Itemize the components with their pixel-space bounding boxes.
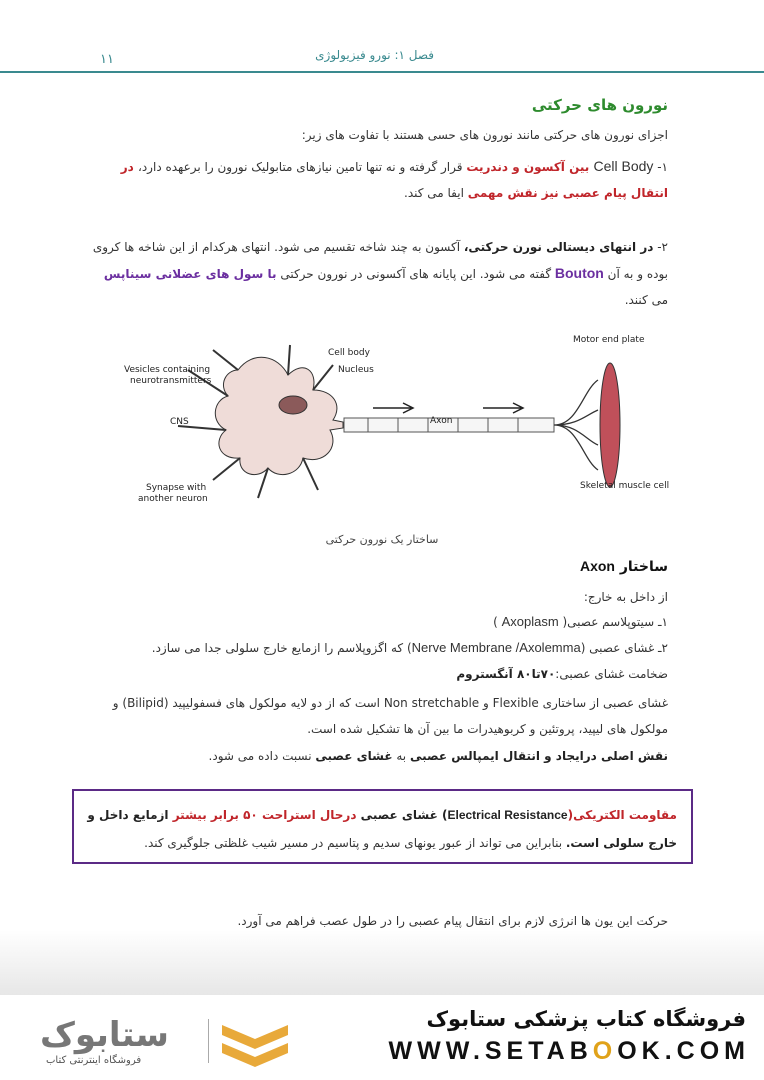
item-2-prefix: ۲-	[653, 240, 668, 254]
axon-line-2-pre: ۱ـ سیتوپلاسم عصبی(	[558, 615, 668, 629]
axon-heading-fa: ساختار	[619, 559, 668, 575]
setabook-chevron-icon	[218, 1017, 292, 1067]
intro-paragraph: اجزای نورون های حرکتی مانند نورون های حسی هستند با تفاوت های زیر:	[301, 128, 668, 142]
label-nucleus: Nucleus	[338, 365, 374, 375]
axon-line-3	[152, 638, 668, 658]
axon-line-6-bold-2: غشای عصبی	[315, 749, 393, 763]
axon-line-5: غشای عصبی از ساختاری Flexible و Non stretchable است که از دو لایه مولکول های فسفولیپید (Bilipid) و مولکول های لیپید، پروتئین و کربوهیدرات ما بین آن ها تشکیل شده است.	[112, 696, 668, 736]
axon-line-6-mid: به	[392, 749, 410, 763]
box-bold-2: ازمایع داخل و خارج سلولی است.	[87, 808, 677, 850]
closing-paragraph: حرکت این یون ها انرژی لازم برای انتقال پیام عصبی را در طول عصب فراهم می آورد.	[237, 914, 668, 928]
skeletal-muscle-shape	[600, 363, 620, 487]
axon-line-3-en: Nerve Membrane /Axolemma	[411, 640, 581, 655]
axon-line-1: از داخل به خارج:	[583, 590, 668, 604]
chapter-title: فصل ۱: نورو فیزیولوژی	[315, 48, 434, 62]
item-1-highlight-1: بین آکسون و دندریت	[466, 160, 594, 174]
item-1-highlight-2: در انتقال پیام عصبی نیز نقش مهمی	[120, 160, 668, 200]
label-synapse-2: another neuron	[138, 494, 208, 504]
axon-line-4-pre: ضخامت غشای عصبی:	[555, 667, 668, 681]
axon-line-2-en: Axoplasm	[501, 614, 559, 629]
logo-separator	[208, 1019, 209, 1063]
label-motor-end-plate: Motor end plate	[573, 335, 645, 345]
arrow-icon	[373, 403, 413, 413]
shop-url-pre: WWW.SETAB	[388, 1037, 593, 1065]
footer-banner	[0, 995, 764, 1080]
section-heading-motor-neurons: نورون های حرکتی	[531, 96, 668, 114]
label-cell-body: Cell body	[328, 348, 370, 358]
label-vesicles-2: neurotransmitters	[130, 376, 212, 386]
axon-line-3-pre: ۲ـ غشای عصبی (	[580, 641, 668, 655]
label-skeletal-muscle: Skeletal muscle cell	[580, 481, 670, 491]
item-1-middle: قرار گرفته و نه تنها تامین نیازهای متابولیک نورون را برعهده دارد،	[137, 160, 467, 174]
axon-shape	[343, 418, 563, 432]
figure-caption: ساختار یک نورون حرکتی	[325, 533, 439, 546]
header-rule	[0, 71, 764, 73]
item-2-paragraph	[88, 234, 668, 313]
label-vesicles: Vesicles containing	[124, 365, 211, 375]
nucleus-shape	[279, 396, 307, 414]
axon-line-2-post: )	[493, 615, 502, 629]
item-1-prefix: ۱-	[653, 160, 668, 174]
label-cns: CNS	[170, 417, 189, 427]
electrical-resistance-box	[72, 789, 693, 864]
axon-line-4	[456, 664, 668, 684]
item-2-middle-2: گفته می شود. این پایانه های آکسونی در نورون حرکتی	[276, 267, 555, 281]
box-en: Electrical Resistance	[447, 808, 568, 822]
axon-line-6	[209, 746, 668, 766]
box-end: بنابراین می تواند از عبور یونهای سدیم و پتاسیم در مسیر شیب غلظتی جلوگیری کند.	[144, 836, 566, 850]
item-2-synapse: با سول های عضلانی سیناپس	[103, 267, 277, 281]
item-1-end: ایفا می کند.	[404, 186, 468, 200]
setabook-logo-subtitle: فروشگاه اینترنتی کتاب	[46, 1055, 142, 1066]
shop-url[interactable]	[389, 1037, 750, 1066]
item-2-middle-1: آکسون به چند شاخه تقسیم می شود. انتهای هرکدام از این شاخه ها کروی بوده و به آن	[92, 240, 668, 281]
axon-structure-heading	[580, 558, 668, 575]
page-header	[0, 0, 764, 74]
axon-line-3-post: ) که اگزوپلاسم را ازمایع خارج سلولی جدا می سازد.	[151, 641, 412, 655]
item-2-bouton: Bouton	[554, 265, 604, 281]
item-1-term: Cell Body	[593, 158, 654, 174]
box-red-1: مقاومت الکتریکی(	[567, 808, 677, 822]
motor-neuron-figure	[118, 330, 678, 520]
axon-line-6-bold-1: نقش اصلی درایجاد و انتقال ایمپالس عصبی	[409, 749, 668, 763]
setabook-logo-text: ستابوک	[40, 1015, 169, 1055]
label-synapse: Synapse with	[146, 483, 207, 493]
shop-url-post: OK.COM	[617, 1037, 750, 1065]
item-1-paragraph	[88, 153, 668, 206]
axon-line-6-end: نسبت داده می شود.	[208, 749, 316, 763]
item-2-bold: در انتهای دیستالی نورن حرکتی،	[463, 240, 654, 254]
item-2-end: می کنند.	[624, 293, 668, 307]
axon-line-2	[493, 612, 668, 632]
footer-fade	[0, 930, 764, 995]
arrow-icon	[483, 403, 523, 413]
box-red-2: درحال استراحت ۵۰ برابر بیشتر	[172, 808, 357, 822]
box-bold-1: ) غشای عصبی	[356, 808, 448, 822]
shop-title: فروشگاه کتاب پزشکی ستابوک	[426, 1007, 746, 1031]
axon-heading-en: Axon	[579, 558, 615, 574]
axon-line-4-bold: ۷۰تا۸۰ آنگستروم	[456, 667, 556, 681]
axon-terminals	[554, 380, 598, 470]
page-number: ۱۱	[100, 52, 114, 67]
shop-url-accent: O	[592, 1037, 618, 1065]
label-axon: Axon	[430, 416, 453, 426]
box-text	[87, 801, 677, 857]
